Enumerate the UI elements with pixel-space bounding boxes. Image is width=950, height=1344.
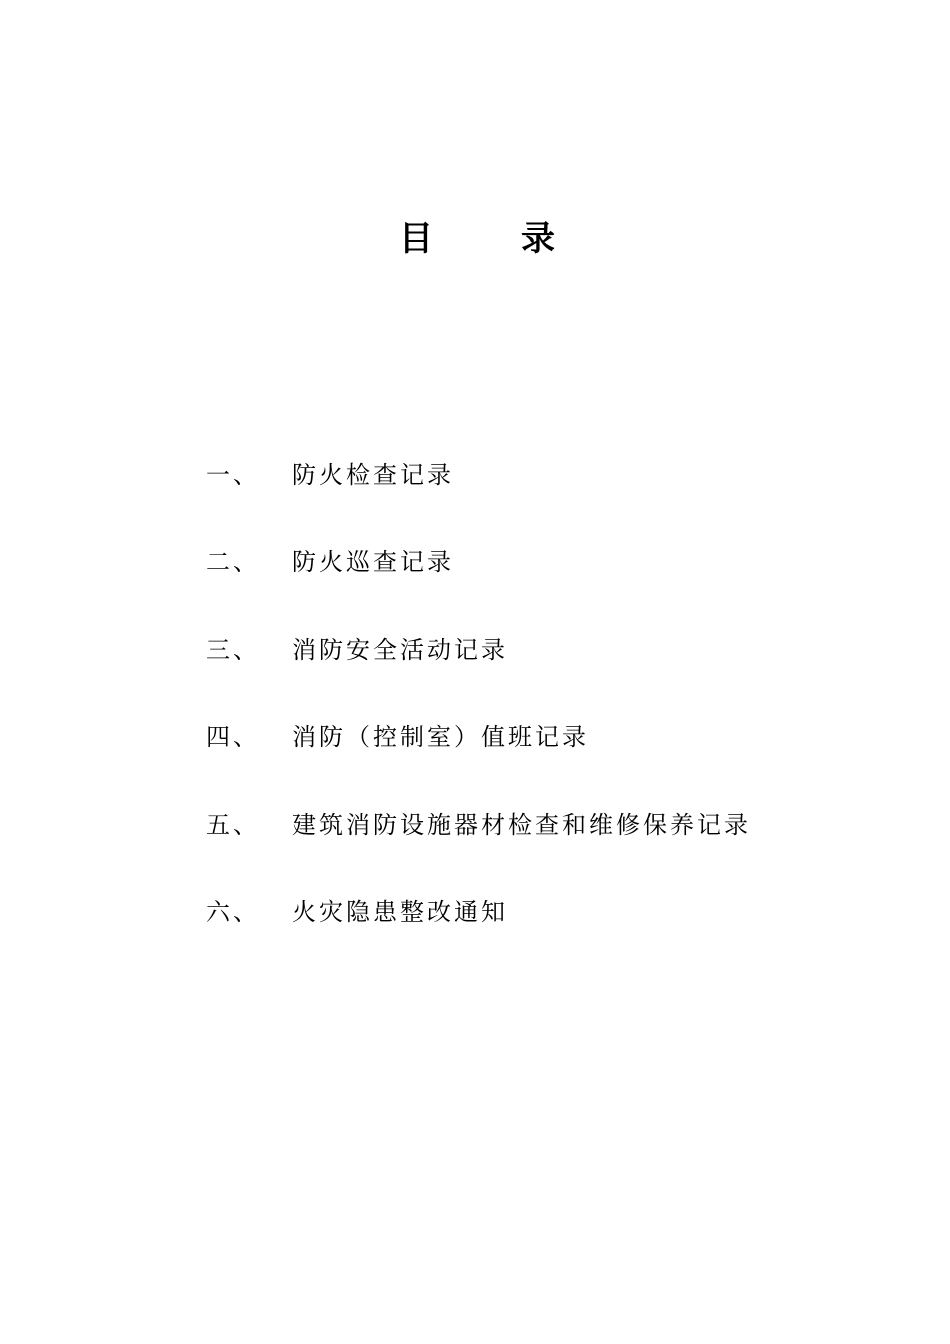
toc-item-number: 二、 [206, 548, 260, 576]
toc-item-label: 消防安全活动记录 [292, 635, 508, 664]
toc-item [206, 802, 846, 842]
toc-item-label: 防火检查记录 [292, 460, 454, 489]
toc-item-number: 四、 [206, 723, 260, 751]
toc-item [206, 715, 846, 755]
toc-item-label: 防火巡查记录 [292, 548, 454, 576]
title-char-1: 目 [399, 219, 433, 259]
toc-item-number: 六、 [206, 898, 260, 926]
table-of-contents [206, 452, 846, 977]
toc-item [206, 890, 846, 930]
toc-item-label: 建筑消防设施器材检查和维修保养记录 [292, 810, 751, 839]
title-char-2: 录 [521, 219, 555, 259]
page-title [0, 214, 950, 264]
toc-item [206, 540, 846, 580]
toc-item [206, 452, 846, 492]
toc-item-label: 消防（控制室）值班记录 [292, 723, 589, 751]
toc-item-number: 一、 [206, 460, 260, 489]
toc-item-number: 三、 [206, 635, 260, 664]
toc-item-label: 火灾隐患整改通知 [292, 898, 508, 926]
toc-item-number: 五、 [206, 810, 260, 839]
toc-item [206, 627, 846, 667]
